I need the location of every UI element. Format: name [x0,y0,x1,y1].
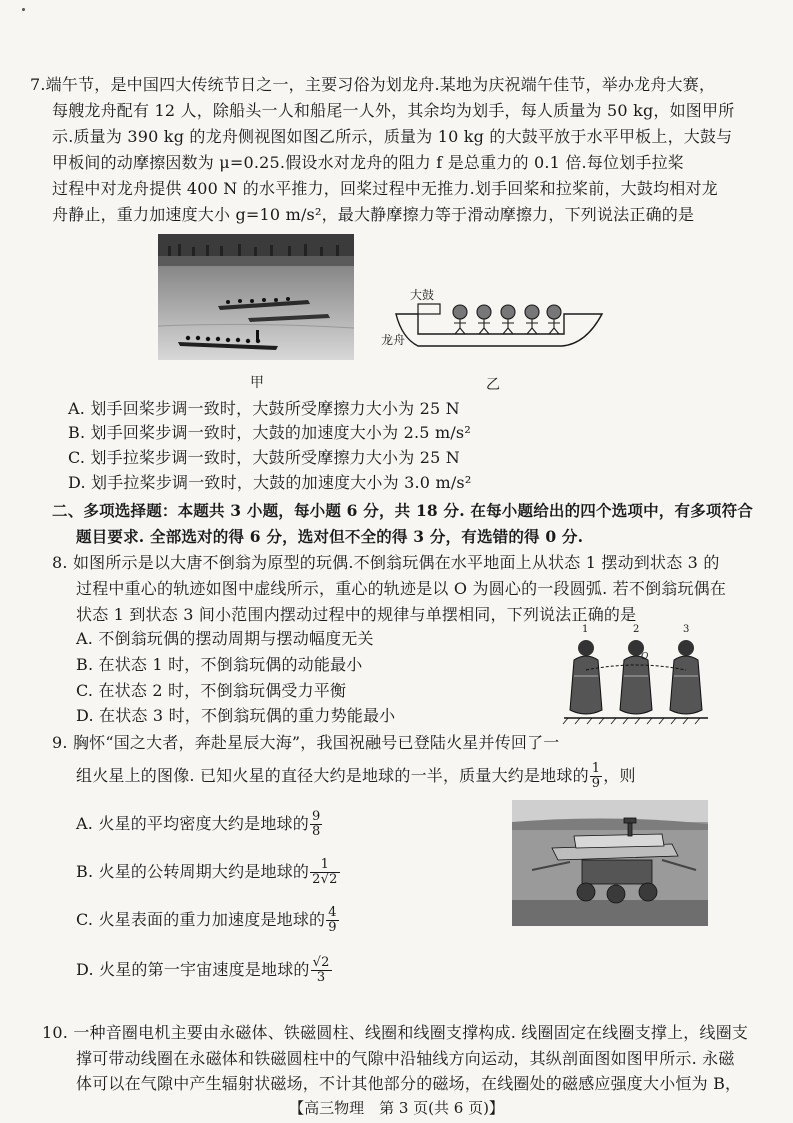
doll-state-3 [670,640,702,714]
state-label-2: 2 [633,624,640,635]
fraction-numerator: 9 [311,809,321,824]
q7-line-6: 舟静止，重力加速度大小 g=10 m/s²，最大静摩擦力等于滑动摩擦力，下列说法正确的是 [52,205,695,224]
option-text: B. 火星的公转周期大约是地球的 [76,862,310,881]
state-label-1: 1 [582,624,589,635]
section-2-instructions: 题目要求. 全部选对的得 6 分，选对但不全的得 3 分，有选错的得 0 分. [76,527,584,546]
dragon-boat-photo [158,234,354,360]
fraction [311,956,332,985]
q9-line-2 [76,762,636,791]
q8-option-b: B. 在状态 1 时，不倒翁玩偶的动能最小 [76,655,363,674]
q8-option-d: D. 在状态 3 时，不倒翁玩偶的重力势能最小 [76,706,396,725]
q8-line-2: 过程中重心的轨迹如图中虚线所示，重心的轨迹是以 O 为圆心的一段圆弧. 若不倒翁玩偶在 [76,579,727,598]
fraction-numerator: 1 [310,858,339,873]
fraction-denominator: 9 [328,920,337,935]
option-text: C. 火星表面的重力加速度是地球的 [76,910,326,929]
q9-line-1: 9. 胸怀“国之大者，奔赴星辰大海”，我国祝融号已登陆火星并传回了一 [52,733,560,752]
figure-a-caption: 甲 [250,375,264,391]
scan-speck [22,8,25,11]
q10-line-3: 体可以在气隙中产生辐射状磁场，不计其他部分的磁场，在线圈处的磁感应强度大小恒为 B， [76,1074,742,1093]
q9-option-a [76,810,323,839]
q8-option-c: C. 在状态 2 时，不倒翁玩偶受力平衡 [76,681,347,700]
q7-option-d: D. 划手拉桨步调一致时，大鼓的加速度大小为 3.0 m/s² [68,473,472,492]
fraction [326,906,338,935]
q9-option-c [76,906,340,935]
tumbler-doll-figure [560,626,712,730]
q7-line-4: 甲板间的动摩擦因数为 μ=0.25.假设水对龙舟的阻力 f 是总重力的 0.1 倍.每位划手拉桨 [52,153,684,172]
fraction [590,762,602,791]
drum-shape [418,304,440,314]
fraction-denominator: 8 [311,824,321,839]
q9-line-2-text: 组火星上的图像. 已知火星的直径大约是地球的一半，质量大约是地球的 [76,766,589,785]
q7-line-2: 每艘龙舟配有 12 人，除船头一人和船尾一人外，其余均为划手，每人质量为 50 kg，如图甲所 [52,101,735,120]
q7-line-1: 7.端午节，是中国四大传统节日之一，主要习俗为划龙舟.某地为庆祝端午佳节，举办龙舟大赛， [30,75,716,94]
option-text: D. 火星的第一宇宙速度是地球的 [76,960,310,979]
option-text: A. 火星的平均密度大约是地球的 [76,814,309,833]
doll-state-1 [570,640,602,714]
boat-label: 龙舟 [381,333,406,347]
q9-line-2-tail: ，则 [603,766,636,785]
q7-option-b: B. 划手回桨步调一致时，大鼓的加速度大小为 2.5 m/s² [68,423,471,442]
q10-line-2: 撑可带动线圈在永磁体和铁磁圆柱中的气隙中沿轴线方向运动，其纵剖面图如图甲所示. 永磁 [76,1049,735,1068]
circle-center-label: O [641,652,649,662]
q8-line-1: 8. 如图所示是以大唐不倒翁为原型的玩偶.不倒翁玩偶在水平地面上从状态 1 摆动到状态 3 的 [52,553,720,572]
drum-label: 大鼓 [410,288,435,302]
q7-option-c: C. 划手拉桨步调一致时，大鼓所受摩擦力大小为 25 N [68,448,460,467]
q7-line-3: 示.质量为 390 kg 的龙舟侧视图如图乙所示，质量为 10 kg 的大鼓平放于水平甲板上，大鼓与 [52,127,733,146]
state-label-3: 3 [683,624,690,635]
fraction [310,810,322,839]
q8-option-a: A. 不倒翁玩偶的摆动周期与摆动幅度无关 [76,629,374,648]
q9-option-d [76,956,333,985]
q7-option-a: A. 划手回桨步调一致时，大鼓所受摩擦力大小为 25 N [68,399,460,418]
q9-option-b [76,858,341,887]
section-2-heading: 二、多项选择题：本题共 3 小题，每小题 6 分，共 18 分. 在每小题给出的四个选项中，有多项符合 [52,501,754,520]
fraction-numerator: √2 [312,955,330,970]
fraction-denominator: 3 [316,970,326,985]
figure-b-caption: 乙 [486,377,500,393]
fraction-numerator: 4 [328,905,337,920]
mars-rover-photo [512,800,708,926]
fraction-numerator: 1 [591,761,601,776]
q10-line-1: 10. 一种音圈电机主要由永磁体、铁磁圆柱、线圈和线圈支撑构成. 线圈固定在线圈支撑上，线圈支 [42,1023,749,1042]
page-footer: 【高三物理 第 3 页(共 6 页)】 [289,1099,504,1117]
fraction-denominator: 9 [591,776,601,791]
q8-line-3: 状态 1 到状态 3 间小范围内摆动过程中的规律与单摆相同，下列说法正确的是 [76,605,637,624]
fraction-denominator: 2√2 [312,872,338,887]
fraction [310,858,339,887]
q7-line-5: 过程中对龙舟提供 400 N 的水平推力，回桨过程中无推力.划手回桨和拉桨前，大鼓均相对龙 [52,179,718,198]
